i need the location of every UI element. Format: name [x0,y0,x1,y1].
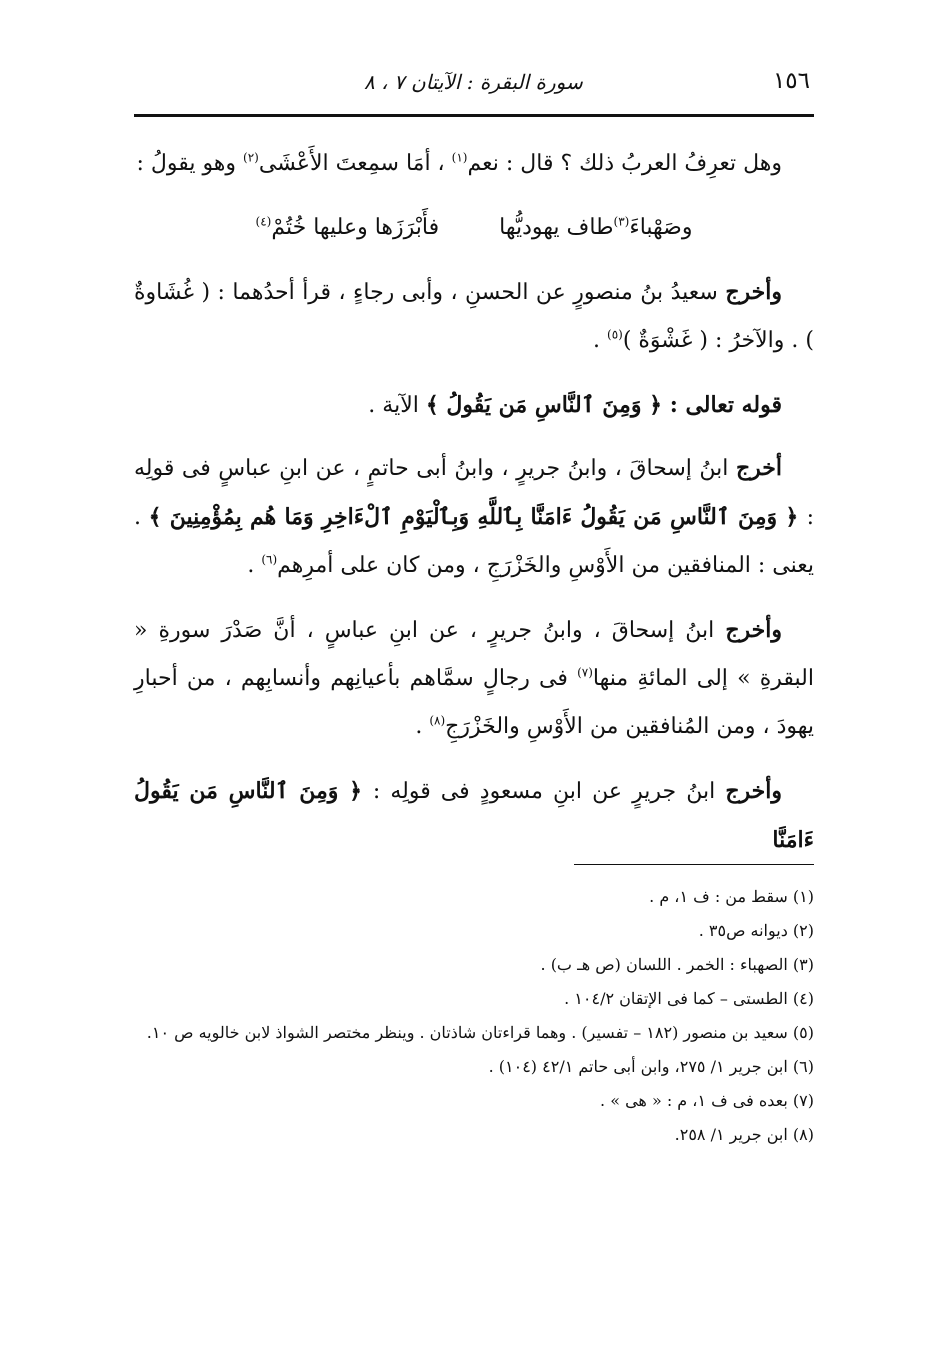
paragraph-lead: وأخرج [725,778,782,804]
main-text [134,140,814,881]
footnote-ref: (٨) [429,713,446,728]
footnote-ref: (٦) [261,552,278,567]
text-run: وهو يقولُ : [136,151,244,176]
footnote-8: (٨) ابن جرير ١/ ٢٥٨. [674,1125,814,1144]
page-number: ١٥٦ [772,68,810,94]
footnote-ref: (٥) [607,327,623,342]
footnote-6: (٦) ابن جرير ١/ ٢٧٥، وابن أبى حاتم ٤٢/١ (١٠٤) . [488,1057,814,1076]
paragraph-lead: أخرج [735,455,782,481]
paragraph-6 [134,767,814,865]
text-run: . [415,714,430,739]
quran-quote: ﴿ وَمِنَ ٱلنَّاسِ مَن يَقُولُ ءَامَنَّا [134,778,814,853]
footnote-ref: (٤) [255,214,272,229]
text-run: ، أمَا سمِعتَ الأَعْشَى [258,151,452,176]
footnote-5: (٥) سعيد بن منصور (١٨٢ – تفسير) . وهما قراءتان شاذتان . وينظر مختصر الشواذ لابن خالويه ص ١٠. [146,1023,814,1042]
text-run: ابنُ إسحاقَ ، وابنُ جريرٍ ، عن ابنِ عباسٍ ، أنَّ صَدْرَ سورةِ « البقرةِ » إلى المائةِ منها [134,618,814,691]
text-run: فأَبْرَزَها وعليها خُتُمْ [271,215,440,240]
text-run: الآية . [368,393,426,418]
footnote-ref: (٣) [613,214,630,229]
paragraph-5 [134,606,814,751]
text-run: فى رجالٍ سمَّاهم بأعيانِهم وأنسابِهم ، من أحبارِ يهودَ ، ومن المُنافقين من الأَوْسِ والخَزْرَجِ [134,666,814,739]
footnotes [134,880,814,1152]
paragraph-3-verse-heading [134,381,814,430]
verse-second-hemistich [256,204,440,252]
text-run: طاف يهوديُّها [499,215,614,240]
text-run: وصَهْباءَ [629,215,693,240]
text-run: وهل تعرِفُ العربُ ذلك ؟ قال : نعم [467,151,782,176]
paragraph-lead: وأخرج [725,617,782,643]
quran-quote: ﴿ وَمِنَ ٱلنَّاسِ مَن يَقُولُ ءَامَنَّا بِٱللَّهِ وَبِٱلْيَوْمِ ٱلْءَاخِرِ وَمَا هُم بِمُؤْمِنِينَ ﴾ [148,504,807,530]
footnote-ref: (١) [451,150,468,165]
footnote-3: (٣) الصهباء : الخمر . اللسان (ص هـ ب) . [540,955,814,974]
verse-first-hemistich [499,204,692,252]
text-run: ابنُ جريرٍ عن ابنِ مسعودٍ فى قولِه : [372,779,726,804]
paragraph-4 [134,444,814,590]
poetry-verse [134,204,814,252]
footnote-1: (١) سقط من : ف ١، م . [649,887,814,906]
text-run: . [247,553,262,578]
paragraph-1 [134,140,814,188]
text-run: . يعنى : المنافقين من الأَوْسِ والخَزْرَجِ ، ومن كان على أمرِهم [134,505,814,578]
page-header [134,64,814,104]
footnote-ref: (٢) [243,150,259,165]
footnote-4: (٤) الطستى – كما فى الإتقان ١٠٤/٢ . [564,989,814,1008]
footnote-divider [574,864,814,865]
paragraph-lead: وأخرج [725,279,782,305]
paragraph-lead: قوله تعالى : [669,392,782,418]
footnote-7: (٧) بعده فى ف ١، م : « هى » . [600,1091,814,1110]
header-divider [134,114,814,117]
paragraph-2 [134,268,814,365]
running-title: سورة البقرة : الآيتان ٧ ، ٨ [364,70,583,94]
quran-quote: ﴿ وَمِنَ ٱلنَّاسِ مَن يَقُولُ ﴾ [425,392,670,418]
footnote-2: (٢) ديوانه ص٣٥ . [698,921,814,940]
text-run: ابنُ إسحاقَ ، وابنُ جريرٍ ، وابنُ أبى حاتمٍ ، عن ابنِ عباسٍ فى قولِه : [134,456,814,530]
text-run: سعيدُ بنُ منصورٍ عن الحسنِ ، وأبى رجاءٍ ، قرأ أحدُهما : ( غُشَاوةٌ ) . والآخرُ : ( غَشْوَةٌ ) [134,280,814,353]
footnote-ref: (٧) [577,665,593,680]
text-run: . [593,328,607,353]
